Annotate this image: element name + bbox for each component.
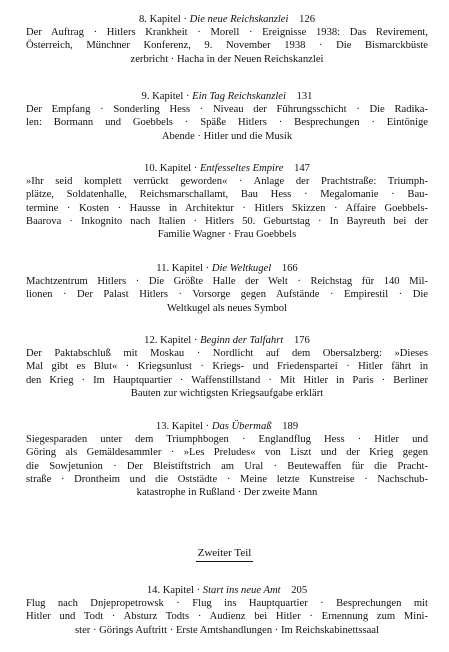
chapter-summary-line: Der Empfang · Sonderling Hess · Niveau der Führungsschicht · Die Radika- — [26, 104, 428, 115]
separator: · — [205, 421, 210, 432]
chapter-summary-line: Baarova · Inkognito nach Italien · Hitlers 50. Geburtstag · In Bayreuth bei der — [26, 215, 428, 227]
separator: · — [205, 263, 210, 274]
chapter-entry-9 — [26, 90, 428, 143]
chapter-heading — [26, 13, 428, 26]
separator: · — [196, 585, 201, 596]
chapter-heading — [26, 262, 428, 275]
chapter-summary-line: Bauten zur wichtigsten Kriegsaufgabe erklärt — [130, 387, 324, 399]
chapter-heading — [26, 584, 428, 597]
chapter-summary-line: Machtzentrum Hitlers · Die Größte Halle der Welt · Reichstag für 140 Mil- — [26, 276, 428, 287]
chapter-entry-12 — [26, 334, 428, 400]
chapter-entry-8 — [26, 13, 428, 66]
chapter-summary-line: termine · Kosten · Hausse in Architektur · Hitlers Skizzen · Affaire Goebbels- — [26, 202, 428, 214]
chapter-summary-line: »Ihr seid komplett verrückt geworden« · Anlage der Prachtstraße: Triumph- — [26, 176, 428, 187]
chapter-page-number: 176 — [293, 335, 310, 346]
chapter-page-number: 131 — [296, 91, 313, 102]
separator: · — [183, 14, 187, 25]
chapter-heading — [26, 90, 428, 103]
separator: · — [185, 91, 190, 102]
chapter-summary-line: lionen · Der Palast Hitlers · Vorsorge gegen Aufstände · Empirestil · Die — [26, 289, 428, 301]
chapter-summary-line: Siegesparaden unter dem Triumphbogen · Englandflug Hess · Hitler und — [26, 434, 428, 445]
chapter-page-number: 189 — [282, 421, 299, 432]
part-heading-text: Zweiter Teil — [196, 546, 254, 562]
chapter-title: Die neue Reichskanzlei — [189, 14, 289, 25]
chapter-entry-14 — [26, 584, 428, 637]
chapter-label: 11. Kapitel — [156, 263, 203, 274]
chapter-label: 9. Kapitel — [141, 91, 184, 102]
chapter-label: 8. Kapitel — [138, 14, 181, 25]
chapter-summary-line: Mal gibt es Blut« · Kriegsunlust · Kriegs- und Friedenspartei · Hitler fährt in — [26, 361, 428, 373]
chapter-summary-line: Weltkugel als neues Symbol — [166, 302, 288, 314]
chapter-summary-line: die Sowjetunion · Der Bleistiftstrich am Ural · Beutewaffen für die Pracht- — [26, 460, 428, 472]
chapter-page-number: 205 — [291, 585, 308, 596]
chapter-summary-line: len: Bormann und Goebbels · Späße Hitlers · Besprechungen · Eintönige — [26, 117, 428, 129]
chapter-heading — [26, 334, 428, 347]
separator: · — [193, 163, 198, 174]
chapter-title: Start ins neue Amt — [202, 585, 281, 596]
chapter-title: Die Weltkugel — [211, 263, 272, 274]
chapter-heading — [26, 162, 428, 175]
chapter-summary-line: Abende · Hitler und die Musik — [161, 130, 293, 142]
chapter-summary-line: straße · Drontheim und die Oststädte · Meine letzte Kunstreise · Nachschub- — [26, 473, 428, 485]
chapter-page-number: 166 — [281, 263, 298, 274]
chapter-summary-line: ster · Görings Auftritt · Erste Amtshandlungen · Im Reichskabinettssaal — [75, 624, 379, 636]
chapter-summary-line: Der Auftrag · Hitlers Krankheit · Morell · Ereignisse 1938: Das Revirement, — [26, 27, 428, 38]
chapter-summary-line: Flug nach Dnjepropetrowsk · Flug ins Hauptquartier · Besprechungen mit — [26, 598, 428, 609]
chapter-label: 13. Kapitel — [155, 421, 203, 432]
chapter-summary-line: Der Paktabschluß mit Moskau · Nordlicht auf dem Obersalzberg: »Dieses — [26, 348, 428, 359]
chapter-heading — [26, 420, 428, 433]
chapter-title: Entfesseltes Empire — [199, 163, 284, 174]
chapter-label: 12. Kapitel — [144, 335, 192, 346]
chapter-summary-line: den Krieg · Im Hauptquartier · Waffenstillstand · Mit Hitler in Paris · Berliner — [26, 374, 428, 386]
separator: · — [193, 335, 198, 346]
chapter-summary-line: Familie Wagner · Frau Goebbels — [157, 229, 297, 241]
chapter-summary-line: zerbricht · Hacha in der Neuen Reichskanzlei — [130, 53, 324, 65]
chapter-entry-11 — [26, 262, 428, 315]
chapter-entry-10 — [26, 162, 428, 241]
chapter-summary-line: katastrophe in Rußland · Der zweite Mann — [136, 487, 318, 499]
chapter-page-number: 126 — [299, 14, 315, 25]
chapter-title: Ein Tag Reichskanzlei — [192, 91, 286, 102]
chapter-title: Das Übermaß — [211, 421, 272, 432]
chapter-summary-line: Göring als Gemäldesammler · »Les Preludes« von Liszt und der Krieg gegen — [26, 447, 428, 459]
chapter-summary-line: plätze, Soldatenhalle, Reichsmarschallamt, Bau Hess · Megalomanie · Bau- — [26, 189, 428, 201]
chapter-label: 14. Kapitel — [146, 585, 194, 596]
chapter-page-number: 147 — [294, 163, 310, 174]
chapter-label: 10. Kapitel — [144, 163, 192, 174]
chapter-summary-line: Österreich, Münchner Konferenz, 9. November 1938 · Die Bismarckbüste — [26, 40, 428, 52]
part-heading — [0, 546, 449, 562]
chapter-entry-13 — [26, 420, 428, 499]
chapter-summary-line: Hitler und Todt · Absturz Todts · Audienz bei Hitler · Ernennung zum Mini- — [26, 611, 428, 623]
chapter-title: Beginn der Talfahrt — [200, 335, 284, 346]
